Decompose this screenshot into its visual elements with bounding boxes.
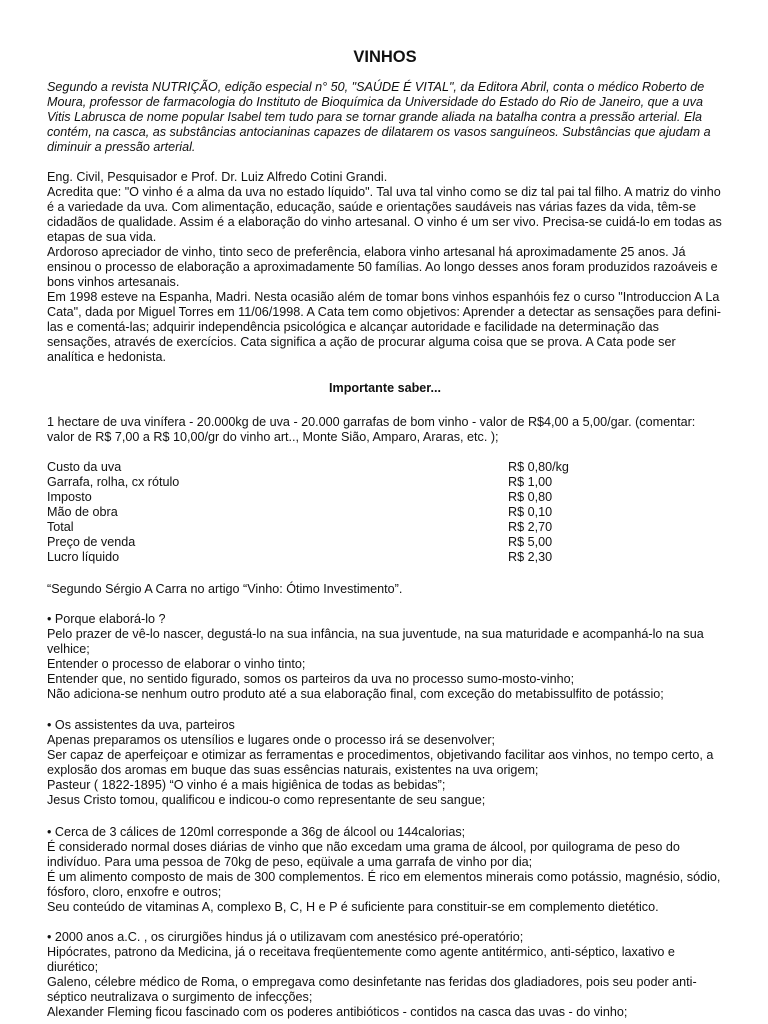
- cost-value: R$ 5,00: [508, 535, 553, 549]
- cost-row: [47, 475, 723, 490]
- section-heading: • Porque elaborá-lo ?: [47, 612, 166, 626]
- cost-value: R$ 2,30: [508, 550, 553, 564]
- intro-paragraph: Segundo a revista NUTRIÇÃO, edição especial n° 50, "SAÚDE É VITAL", da Editora Abril, conta o médico Roberto de Moura, professor de farmacologia do Instituto de Bioquímica da Universidade do Estado do Rio de Janeiro, que a uva Vitis Labrusca de nome popular Isabel tem tudo para se tornar grande aliada na batalha contra a pressão arterial. Ela contém, na casca, as substâncias antocianinas capazes de dilatarem os vasos sanguíneos. Substâncias que ajudam a diminuir a pressão arterial.: [47, 80, 711, 154]
- cost-label: Custo da uva: [47, 460, 122, 474]
- section-line: É considerado normal doses diárias de vinho que não excedam uma grama de álcool, por quilograma de peso do indivíduo. Para uma pessoa de 70kg de peso, eqüivale a uma garrafa de vinho por dia;: [47, 840, 680, 869]
- section-line: Apenas preparamos os utensílios e lugares onde o processo irá se desenvolver;: [47, 733, 496, 747]
- section-assistants: [47, 718, 723, 808]
- cost-value: R$ 0,80: [508, 490, 553, 504]
- section-line: Não adiciona-se nenhum outro produto até a sua elaboração final, com exceção do metabissulfito de potássio;: [47, 687, 664, 701]
- hectare-paragraph: 1 hectare de uva vinífera - 20.000kg de uva - 20.000 garrafas de bom vinho - valor de R$4,00 a 5,00/gar. (comentar: valor de R$ 7,00 a R$ 10,00/gr do vinho art.., Monte Sião, Amparo, Araras, etc. );: [47, 415, 696, 444]
- author-line: Eng. Civil, Pesquisador e Prof. Dr. Luiz Alfredo Cotini Grandi.: [47, 170, 388, 184]
- section-line: Jesus Cristo tomou, qualificou e indicou-o como representante de seu sangue;: [47, 793, 486, 807]
- cost-value: R$ 1,00: [508, 475, 553, 489]
- section-line: Alexander Fleming ficou fascinado com os poderes antibióticos - contidos na casca das uvas - do vinho;: [47, 1005, 628, 1019]
- author-paragraph: Em 1998 esteve na Espanha, Madri. Nesta ocasião além de tomar bons vinhos espanhóis fez o curso "Introduccion A La Cata", dada por Miguel Torres em 11/06/1998. A Cata tem como objetivos: Aprender a detectar as sensações para defini-las e comentá-las; adquirir independência psicológica e alcançar autoridade e facilidade na determinação das sensações, através de exercícios. Cata significa a ação de procurar alguma coisa que se prova. A Cata pode ser analítica e hedonista.: [47, 290, 721, 364]
- section-line: Pasteur ( 1822-1895) “O vinho é a mais higiênica de todas as bebidas”;: [47, 778, 446, 792]
- section-heading: • Cerca de 3 cálices de 120ml corresponde a 36g de álcool ou 144calorias;: [47, 825, 466, 839]
- section-line: Pelo prazer de vê-lo nascer, degustá-lo na sua infância, na sua juventude, na sua maturidade e acompanhá-lo na sua velhice;: [47, 627, 704, 656]
- cost-row: [47, 520, 723, 535]
- section-line: Hipócrates, patrono da Medicina, já o receitava freqüentemente como agente antitérmico, anti-séptico, laxativo e diurético;: [47, 945, 675, 974]
- section-line: Entender o processo de elaborar o vinho tinto;: [47, 657, 306, 671]
- cost-label: Garrafa, rolha, cx rótulo: [47, 475, 180, 489]
- cost-label: Imposto: [47, 490, 92, 504]
- section-line: Ser capaz de aperfeiçoar e otimizar as ferramentas e procedimentos, objetivando facilitar aos vinhos, no tempo certo, a explosão dos aromas em buque das suas essências naturais, existentes na uva origem;: [47, 748, 714, 777]
- important-heading: Importante saber...: [329, 381, 441, 395]
- cost-table: [47, 460, 723, 565]
- author-section: [47, 170, 723, 365]
- cost-label: Total: [47, 520, 74, 534]
- section-history: [47, 930, 723, 1020]
- author-paragraph: Ardoroso apreciador de vinho, tinto seco de preferência, elabora vinho artesanal há aproximadamente 25 anos. Já ensinou o processo de elaboração a aproximadamente 50 famílias. Ao longo desses anos foram produzidos razoáveis e bons vinhos artesanais.: [47, 245, 718, 289]
- section-line: Seu conteúdo de vitaminas A, complexo B, C, H e P é suficiente para constituir-se em complemento dietético.: [47, 900, 659, 914]
- cost-label: Preço de venda: [47, 535, 136, 549]
- section-line: Galeno, célebre médico de Roma, o empregava como desinfetante nas feridas dos gladiadores, pois seu poder anti-séptico neutralizava o surgimento de infecções;: [47, 975, 697, 1004]
- cost-value: R$ 0,10: [508, 505, 553, 519]
- cost-row: [47, 535, 723, 550]
- section-calories: [47, 825, 723, 915]
- section-heading: • 2000 anos a.C. , os cirurgiões hindus já o utilizavam com anestésico pré-operatório;: [47, 930, 524, 944]
- author-paragraph: Acredita que: "O vinho é a alma da uva no estado líquido". Tal uva tal vinho como se diz tal pai tal filho. A matriz do vinho é a variedade da uva. Com alimentação, educação, saúde e orientações saudáveis nas várias fazes da vida, têm-se cidadãos de qualidade. Assim é a elaboração do vinho artesanal. O vinho é um ser vivo. Precisa-se cuidá-lo em todas as etapas de sua vida.: [47, 185, 722, 244]
- cost-row: [47, 550, 723, 565]
- cost-label: Mão de obra: [47, 505, 118, 519]
- cost-row: [47, 460, 723, 475]
- cost-label: Lucro líquido: [47, 550, 120, 564]
- cost-value: R$ 2,70: [508, 520, 553, 534]
- page-title: VINHOS: [353, 48, 417, 66]
- section-line: Entender que, no sentido figurado, somos os parteiros da uva no processo sumo-mosto-vinho;: [47, 672, 575, 686]
- cost-row: [47, 505, 723, 520]
- quote-line: “Segundo Sérgio A Carra no artigo “Vinho: Ótimo Investimento”.: [47, 582, 403, 596]
- section-heading: • Os assistentes da uva, parteiros: [47, 718, 235, 732]
- cost-row: [47, 490, 723, 505]
- section-why: [47, 612, 723, 702]
- section-line: É um alimento composto de mais de 300 complementos. É rico em elementos minerais como potássio, magnésio, sódio, fósforo, cloro, enxofre e outros;: [47, 870, 721, 899]
- cost-value: R$ 0,80/kg: [508, 460, 569, 474]
